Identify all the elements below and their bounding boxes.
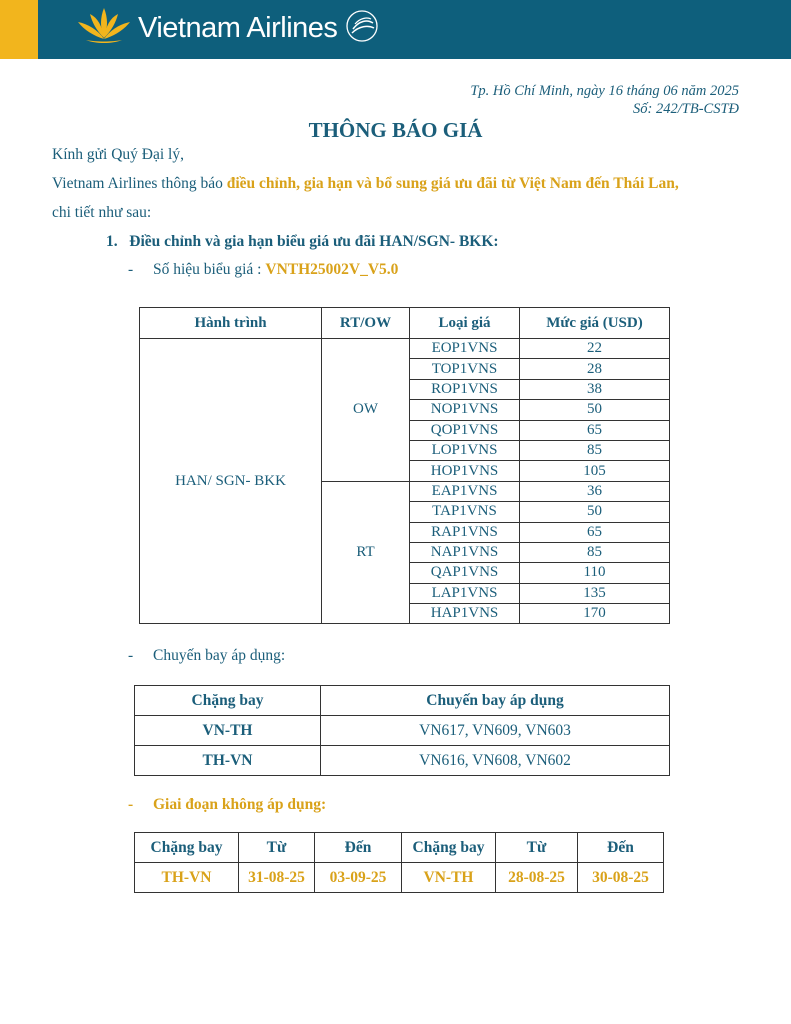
header-bar [0, 0, 791, 59]
blackout-sector: TH-VN [135, 863, 239, 893]
skyteam-icon [343, 7, 381, 50]
fare-class: ROP1VNS [410, 379, 520, 399]
table-row [140, 339, 670, 359]
fare-class: HAP1VNS [410, 604, 520, 624]
flights-list: VN616, VN608, VN602 [321, 746, 670, 776]
fare-class: QOP1VNS [410, 420, 520, 440]
blackout-to: 03-09-25 [315, 863, 402, 893]
greeting: Kính gửi Quý Đại lý, [52, 146, 184, 163]
blackout-from: 31-08-25 [239, 863, 315, 893]
fare-class: TOP1VNS [410, 359, 520, 379]
fare-price: 65 [520, 420, 670, 440]
table-row [135, 863, 664, 893]
fare-price: 85 [520, 542, 670, 562]
section-1-title: Điều chỉnh và gia hạn biểu giá ưu đãi HAN/SGN- BKK: [129, 233, 499, 250]
document-number: Số: 242/TB-CSTĐ [633, 101, 739, 117]
fare-price: 135 [520, 583, 670, 603]
document-date: Tp. Hồ Chí Minh, ngày 16 tháng 06 năm 2025 [470, 83, 739, 99]
blackout-header-to: Đến [578, 833, 664, 863]
blackout-label: Giai đoạn không áp dụng: [153, 796, 327, 813]
fare-price: 28 [520, 359, 670, 379]
fare-code-line: - Số hiệu biểu giá : VNTH25002V_V5.0 [128, 261, 399, 278]
fare-class: TAP1VNS [410, 502, 520, 522]
fare-class: LOP1VNS [410, 440, 520, 460]
fare-price: 36 [520, 481, 670, 501]
flights-label: Chuyến bay áp dụng: [153, 647, 286, 664]
fare-price: 85 [520, 440, 670, 460]
section-1-number: 1. [106, 233, 118, 250]
brand-logo [76, 6, 381, 50]
fare-price: 50 [520, 502, 670, 522]
brand-name: Vietnam Airlines [138, 11, 338, 44]
blackout-header-to: Đến [315, 833, 402, 863]
blackout-from: 28-08-25 [496, 863, 578, 893]
document-date-block [470, 82, 739, 118]
blackout-header-from: Từ [239, 833, 315, 863]
fare-class: HOP1VNS [410, 461, 520, 481]
fare-header-route: Hành trình [140, 308, 322, 339]
blackout-table [134, 832, 664, 893]
fare-header-type: RT/OW [322, 308, 410, 339]
intro-prefix: Vietnam Airlines thông báo [52, 175, 227, 192]
fare-class: NOP1VNS [410, 400, 520, 420]
fare-route: HAN/ SGN- BKK [140, 339, 322, 624]
flights-sector: TH-VN [135, 746, 321, 776]
fare-price: 22 [520, 339, 670, 359]
fare-price: 105 [520, 461, 670, 481]
fare-price: 38 [520, 379, 670, 399]
fare-price: 50 [520, 400, 670, 420]
fare-price: 170 [520, 604, 670, 624]
fare-trip-type: OW [322, 339, 410, 482]
section-1-heading [106, 233, 499, 251]
fare-price: 110 [520, 563, 670, 583]
flights-header-flights: Chuyến bay áp dụng [321, 686, 670, 716]
flights-table [134, 685, 670, 776]
fare-header-fare-class: Loại giá [410, 308, 520, 339]
fare-code-value: VNTH25002V_V5.0 [265, 261, 399, 278]
flights-sector: VN-TH [135, 716, 321, 746]
fare-price: 65 [520, 522, 670, 542]
fare-class: LAP1VNS [410, 583, 520, 603]
fare-trip-type: RT [322, 481, 410, 624]
fare-class: EAP1VNS [410, 481, 520, 501]
blackout-to: 30-08-25 [578, 863, 664, 893]
fare-class: NAP1VNS [410, 542, 520, 562]
flights-list: VN617, VN609, VN603 [321, 716, 670, 746]
blackout-sector: VN-TH [402, 863, 496, 893]
intro-line [52, 175, 679, 193]
fare-class: QAP1VNS [410, 563, 520, 583]
flights-header-sector: Chặng bay [135, 686, 321, 716]
blackout-header-sector: Chặng bay [135, 833, 239, 863]
table-row [135, 716, 670, 746]
blackout-label-line: - Giai đoạn không áp dụng: [128, 796, 327, 813]
fare-code-label: Số hiệu biểu giá : [153, 261, 266, 278]
table-row [135, 746, 670, 776]
fare-header-price: Mức giá (USD) [520, 308, 670, 339]
fare-table [139, 307, 670, 624]
lotus-icon [76, 6, 132, 51]
document-title: THÔNG BÁO GIÁ [308, 118, 483, 142]
intro-highlight: điều chỉnh, gia hạn và bổ sung giá ưu đãi từ Việt Nam đến Thái Lan, [226, 175, 679, 192]
blackout-header-sector: Chặng bay [402, 833, 496, 863]
fare-class: RAP1VNS [410, 522, 520, 542]
fare-class: EOP1VNS [410, 339, 520, 359]
blackout-header-from: Từ [496, 833, 578, 863]
flights-label-line: - Chuyến bay áp dụng: [128, 647, 286, 664]
header-gold-accent [0, 0, 38, 59]
intro-suffix: chi tiết như sau: [52, 204, 152, 221]
